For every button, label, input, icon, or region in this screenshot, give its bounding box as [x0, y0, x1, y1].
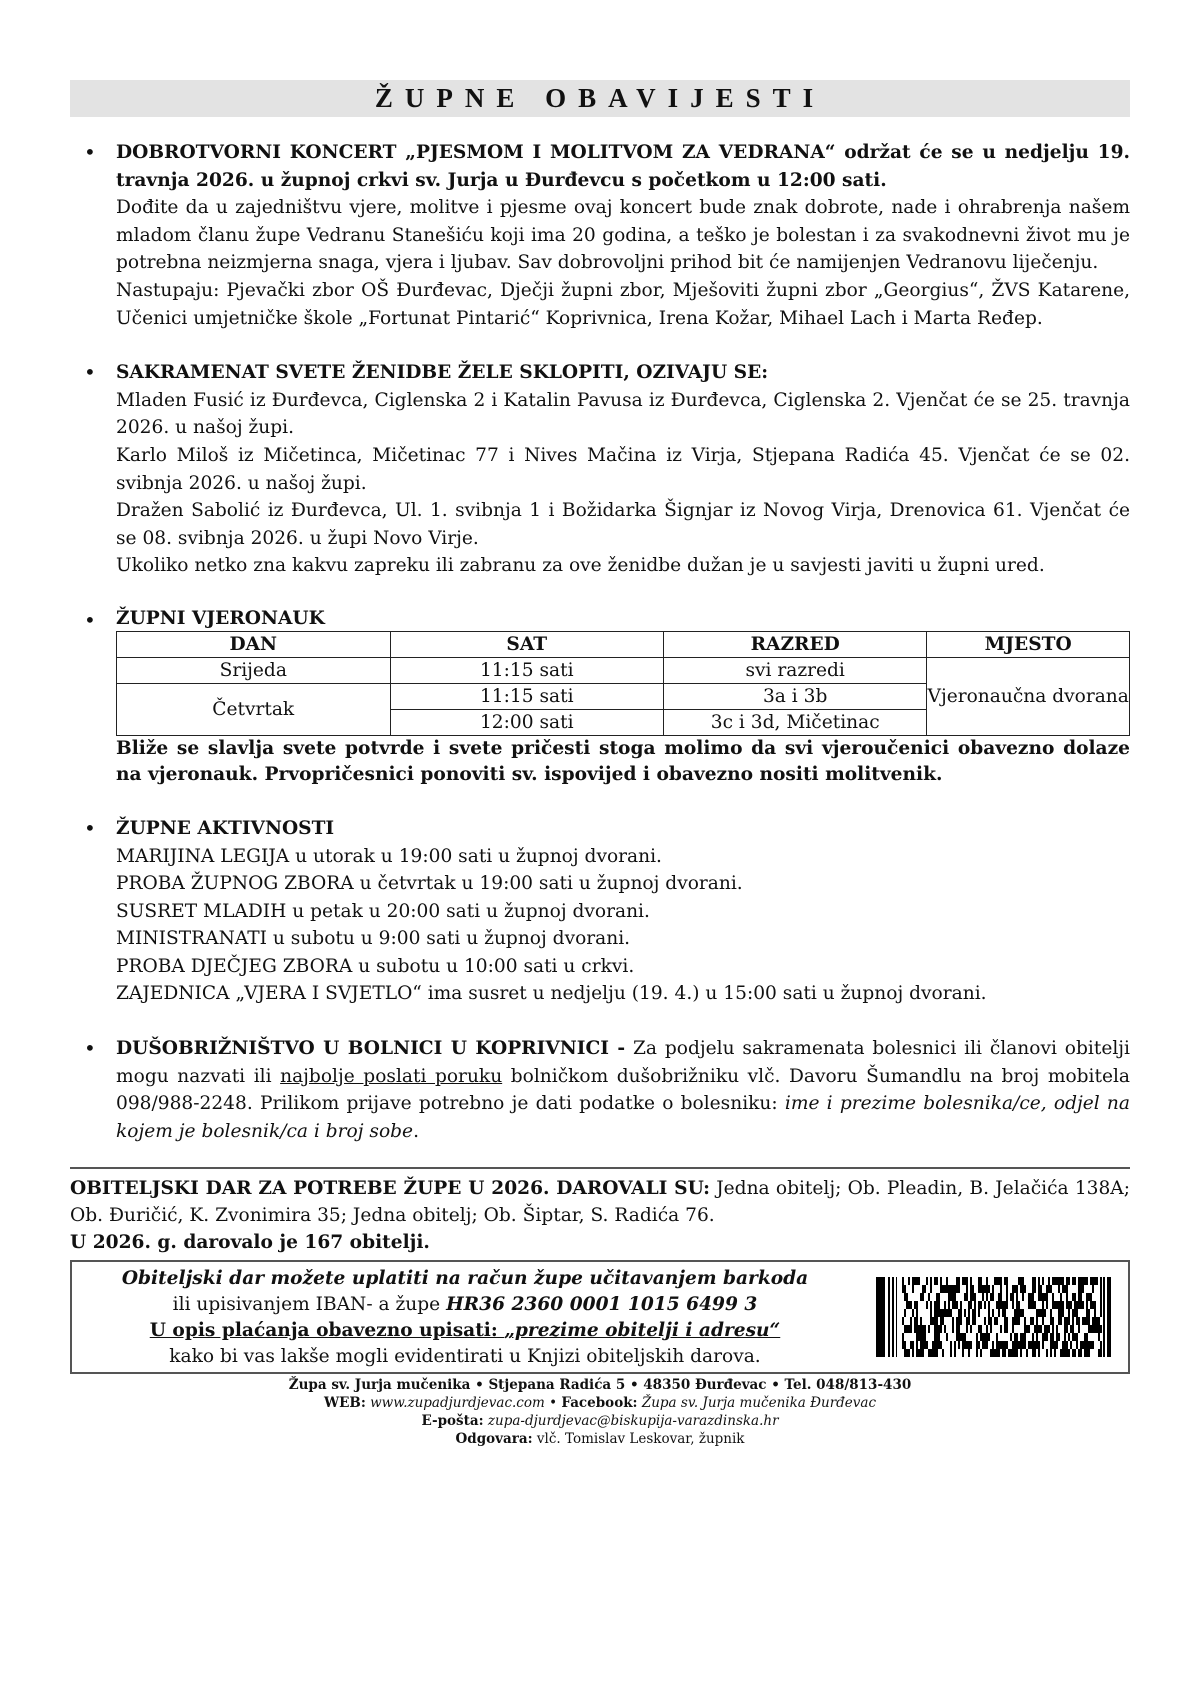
table-row	[117, 657, 1130, 683]
payment-line2-prefix: ili upisivanjem IBAN- a župe	[172, 1294, 447, 1316]
bullet-icon: •	[84, 815, 96, 840]
activity-item: PROBA DJEČJEG ZBORA u subotu u 10:00 sati u crkvi.	[116, 955, 635, 977]
pdf417-barcode-icon	[858, 1262, 1128, 1372]
payment-text	[72, 1262, 858, 1372]
cell-razred: svi razredi	[664, 657, 927, 683]
cell-sat: 11:15 sati	[390, 657, 664, 683]
activity-item: MINISTRANATI u subotu u 9:00 sati u župnoj dvorani.	[116, 928, 631, 950]
payment-line1: Obiteljski dar možete uplatiti na račun župe učitavanjem barkoda	[121, 1268, 809, 1290]
payment-line2	[72, 1292, 858, 1318]
aktivnosti-heading: ŽUPNE AKTIVNOSTI	[116, 817, 335, 839]
col-sat: SAT	[390, 631, 664, 657]
col-mjesto: MJESTO	[927, 631, 1130, 657]
responsible-person: vlč. Tomislav Leskovar, župnik	[536, 1431, 745, 1448]
cell-razred: 3a i 3b	[664, 683, 927, 709]
cell-sat: 12:00 sati	[390, 709, 664, 735]
couple-item: Karlo Miloš iz Mičetinca, Mičetinac 77 i Nives Mačina iz Virja, Stjepana Radića 45. Vjenčat će se 02. svibnja 2026. u našoj župi.	[116, 444, 1130, 494]
bolnica-end: .	[413, 1120, 419, 1142]
section-vjeronauk	[70, 607, 1130, 788]
cell-dan: Četvrtak	[117, 683, 391, 735]
bolnica-italic: ime i prezime bolesnika/ce, odjel na kojem je bolesnik/ca i broj sobe	[116, 1093, 1130, 1142]
section-zenidba	[70, 359, 1130, 580]
bulletin-page	[70, 80, 1130, 1448]
activity-item: MARIJINA LEGIJA u utorak u 19:00 sati u župnoj dvorani.	[116, 845, 662, 867]
vjeronauk-note: Bliže se slavlja svete potvrde i svete pričesti stoga molimo da svi vjeroučenici obavezno dolaze na vjeronauk. Prvopričesnici ponoviti sv. ispovijed i obavezno nositi molitvenik.	[116, 737, 1130, 785]
page-title: ŽUPNE OBAVIJESTI	[374, 83, 826, 113]
section-bolnica	[70, 1035, 1130, 1145]
bolnica-underlined: najbolje poslati poruku	[280, 1065, 503, 1087]
bullet-icon: •	[84, 360, 96, 385]
section-aktivnosti	[70, 815, 1130, 1008]
bolnica-text: bolničkom dušobrižniku vlč. Davoru Šumandlu na broj mobitela 098/988-2248. Prilikom prijave potrebno je dati podatke o bolesniku:	[116, 1065, 1131, 1115]
section-koncert	[70, 139, 1130, 332]
vjeronauk-table	[116, 631, 1130, 736]
email-label: E-pošta:	[421, 1413, 484, 1430]
email-link[interactable]: zupa-djurdjevac@biskupija-varazdinska.hr	[487, 1413, 779, 1430]
payment-line3	[72, 1318, 858, 1344]
activity-item: ZAJEDNICA „VJERA I SVJETLO“ ima susret u nedjelju (19. 4.) u 15:00 sati u župnoj dvorani.	[116, 983, 987, 1005]
facebook-link[interactable]: Župa sv. Jurja mučenika Đurđevac	[641, 1395, 877, 1412]
footer-address: Župa sv. Jurja mučenika • Stjepana Radića 5 • 48350 Đurđevac • Tel. 048/813-430	[288, 1377, 912, 1394]
payment-line3-quote: „prezime obitelji i adresu“	[504, 1320, 781, 1342]
payment-box	[70, 1260, 1130, 1374]
zenidba-note: Ukoliko netko zna kakvu zapreku ili zabranu za ove ženidbe dužan je u savjesti javiti u župni ured.	[116, 555, 1045, 577]
zenidba-heading: SAKRAMENAT SVETE ŽENIDBE ŽELE SKLOPITI, OZIVAJU SE:	[116, 362, 769, 384]
web-link[interactable]: www.zupadjurdjevac.com	[370, 1395, 545, 1412]
dar-heading: OBITELJSKI DAR ZA POTREBE ŽUPE U 2026. DAROVALI SU:	[70, 1178, 710, 1200]
cell-sat: 11:15 sati	[390, 683, 664, 709]
col-dan: DAN	[117, 631, 391, 657]
bolnica-text: Za podjelu sakramenata bolesnici ili članovi obitelji mogu nazvati ili	[116, 1038, 1130, 1087]
iban: HR36 2360 0001 1015 6499 3	[446, 1294, 758, 1316]
resp-label: Odgovara:	[455, 1431, 533, 1448]
koncert-heading: DOBROTVORNI KONCERT „PJESMOM I MOLITVOM ZA VEDRANA“ održat će se u nedjelju 19. travnja 2026. u župnoj crkvi sv. Jurja u Đurđevcu s početkom u 12:00 sati.	[116, 142, 1130, 191]
title-bar	[70, 80, 1130, 117]
koncert-body: Dođite da u zajedništvu vjere, molitve i pjesme ovaj koncert bude znak dobrote, nade i ohrabrenja našem mladom članu župe Vedranu Stanešiću koji ima 20 godina, a teško je bolestan i za svakodnevni život mu je potrebna neizmjerna snaga, vjera i ljubav. Sav dobrovoljni prihod bit će namijenjen Vedranovu liječenju.	[116, 197, 1130, 274]
table-header-row	[117, 631, 1130, 657]
payment-line3-prefix: U opis plaćanja obavezno upisati:	[149, 1320, 505, 1342]
web-label: WEB:	[323, 1395, 366, 1412]
bullet-icon: •	[84, 1036, 96, 1061]
bullet-icon: •	[84, 607, 96, 632]
footer	[70, 1376, 1130, 1448]
divider	[70, 1167, 1130, 1169]
footer-resp-line	[70, 1430, 1130, 1448]
col-razred: RAZRED	[664, 631, 927, 657]
barcode-graphic	[876, 1277, 1111, 1357]
bolnica-heading: DUŠOBRIŽNIŠTVO U BOLNICI U KOPRIVNICI -	[116, 1038, 626, 1060]
payment-line4: kako bi vas lakše mogli evidentirati u Knjizi obiteljskih darova.	[169, 1346, 761, 1368]
activity-item: SUSRET MLADIH u petak u 20:00 sati u župnoj dvorani.	[116, 900, 650, 922]
dar-donors: Jedna obitelj; Ob. Pleadin, B. Jelačića 138A; Ob. Đuričić, K. Zvonimira 35; Jedna obitelj; Ob. Šiptar, S. Radića 76.	[70, 1178, 1130, 1227]
bolnica-paragraph	[116, 1035, 1130, 1145]
couple-item: Mladen Fusić iz Đurđevca, Ciglenska 2 i Katalin Pavusa iz Đurđevca, Ciglenska 2. Vjenčat će se 25. travnja 2026. u našoj župi.	[116, 389, 1130, 439]
facebook-label: Facebook:	[561, 1395, 638, 1412]
cell-mjesto: Vjeronaučna dvorana	[927, 657, 1130, 735]
footer-email-line	[70, 1412, 1130, 1430]
vjeronauk-heading: ŽUPNI VJERONAUK	[116, 607, 325, 629]
couple-item: Dražen Sabolić iz Đurđevca, Ul. 1. svibnja 1 i Božidarka Šignjar iz Novog Virja, Drenovica 61. Vjenčat će se 08. svibnja 2026. u župi Novo Virje.	[116, 500, 1130, 549]
cell-razred: 3c i 3d, Mičetinac	[664, 709, 927, 735]
koncert-performers: Nastupaju: Pjevački zbor OŠ Đurđevac, Dječji župni zbor, Mješoviti župni zbor „Georgius“, ŽVS Katarene, Učenici umjetničke škole „Fortunat Pintarić“ Koprivnica, Irena Kožar, Mihael Lach i Marta Ređep.	[116, 279, 1130, 329]
bullet-icon: •	[84, 140, 96, 164]
dar-total: U 2026. g. darovalo je 167 obitelji.	[70, 1232, 430, 1254]
cell-dan: Srijeda	[117, 657, 391, 683]
section-dar	[70, 1175, 1130, 1256]
activity-item: PROBA ŽUPNOG ZBORA u četvrtak u 19:00 sati u župnoj dvorani.	[116, 873, 743, 895]
footer-web-line: WEB: www.zupadjurdjevac.com • Facebook: Župa sv. Jurja mučenika Đurđevac	[323, 1395, 877, 1412]
